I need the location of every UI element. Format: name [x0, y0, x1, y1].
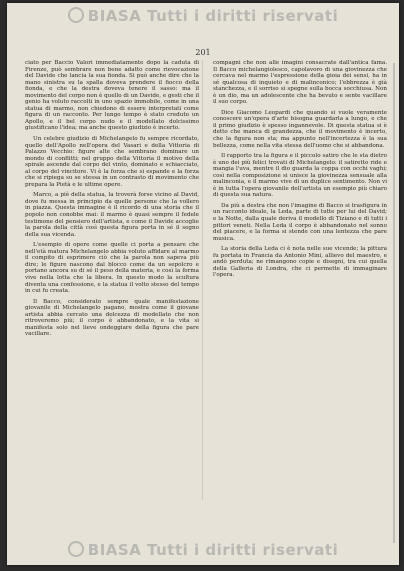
paragraph: Un celebre giudizio di Michelangelo fu sempre ricordato, quello dell'Apollo nell'opera del Vasari e della Vittoria di Palazzo Vecchio: figure alte che sembrano dominare un mondo di conflitti; nel gruppo della Vittoria il motivo della spirale ascende dal corpo del vinto, dominato e schiacciato, al corpo del vincitore. Vi è la forza che si espande e la forza che si ripiega su se stessa in un contrasto di movimento che prepara la Pietà e le ultime opere. [25, 136, 199, 188]
paragraph: compagni che non alle imagini consacrate dall'antica fama. Il Bacco michelangiolesco, capolavoro di una giovinezza che cercava nel marmo l'espressione della gioia dei sensi, ha in sé qualcosa di inquieto e di malinconico; l'ebbrezza è già stanchezza, e il sorriso si spegne sulla bocca socchiusa. Non è un dio, ma un adolescente che ha bevuto e sente vacillare il suo corpo. [213, 60, 387, 106]
watermark-top: BIASA Tutti i diritti riservati [7, 7, 399, 25]
paragraph: L'esempio di opere come quelle ci porta a pensare che nell'età matura Michelangelo abbia voluto affidare al marmo il compito di esprimere ciò che la parola non sapeva più dire; le figure nascono dal blocco come da un sepolcro e portano ancora su di sé il peso della materia, e così la forma vive nella lotta che la libera. In questo modo la scultura diventa una confessione, e la statua il volto stesso del tempo in cui fu creata. [25, 242, 199, 295]
paragraph: La storia della Leda ci è nota nelle sue vicende; la pittura fu portata in Francia da Antonio Mini, allievo del maestro, e andò perduta; ne rimangono copie e disegni, tra cui quella della Galleria di Londra, che ci permette di immaginare l'opera. [213, 246, 387, 279]
text-column-left [25, 60, 199, 338]
paragraph: Il Bacco, considerato sempre quale manifestazione giovanile di Michelangelo pagano, mostra come il giovane artista abbia cercato una dolcezza di modellato che non ritroveremo più; il corpo è abbandonato, e la vita si manifesta solo nel lieve ondeggiare della figura che pare vacillare. [25, 298, 199, 338]
page-number: 201 [195, 48, 211, 57]
seal-icon [68, 541, 84, 557]
paragraph: Il rapporto tra la figura e il piccolo satiro che le sta dietro è uno dei più felici trovati di Michelangelo: il satiretto ride e mangia l'uva, mentre il dio guarda la coppa con occhi vaghi; così nella composizione si unisce la giovinezza sensuale alla malinconia, e il marmo vive di un duplice sentimento. Non vi è in tutta l'opera giovanile dell'artista un esempio più chiaro di questa sua natura. [213, 153, 387, 199]
column-divider [202, 60, 203, 500]
paragraph: ciato per Baccio Valori immediatamente dopo la caduta di Firenze, può sembrare non bene adatto come rievocazione del Davide che lancia la sua fionda. Si può anche dire che la mano sinistra su la spalla doveva prendere il fiocco della fionda, e che la destra doveva tenere il sasso: ma il movimento del corpo non è quello di un Davide, e gesti che il genio ha voluto raccolti in uno spazio immobile, come in una statua di marmo, non chiedono di essere interpretati come figura di un racconto. Per lungo tempo è stato creduto un Apollo, e il bel corpo nudo e il modellato dolcissimo giustificano l'idea; ma anche questo giudizio è incerto. [25, 60, 199, 132]
paragraph: Dice Giacomo Leopardi che quando si vuole veramente conoscere un'opera d'arte bisogna guardarla a lungo, e che il primo giudizio è spesso ingannevole. Di questa statua si è detto che manca di grandezza, che il movimento è incerto, che la figura non sta; ma appunto nell'incertezza è la sua bellezza, come nella vita stessa dell'uomo che si abbandona. [213, 109, 387, 149]
text-column-right [213, 60, 387, 279]
seal-icon [68, 7, 84, 23]
paragraph: Da più a destra che non l'imagine di Bacco si trasfigura in un racconto ideale, la Leda, parte di tutte per lui del David; e la Notte, dalla quale deriva il modello di Tiziano e di tutti i pittori veneti. Nella Leda il corpo è abbandonato nel sonno del piacere, e la forma si stende con una lentezza che pare musica. [213, 202, 387, 242]
paragraph: Marco, a piè della statua, la troverà forse vicino al David, dove fu messa in principio da quelle persone che la vollero in piazza. Questa immagine è il ricordo di una storia che il popolo non conobbe mai: il marmo è quasi sempre il fedele testimone del pensiero dell'artista, e come il Davide accoglie la parola della città così questa figura porta in sé il segno della sua vicenda. [25, 192, 199, 238]
document-page [7, 3, 399, 565]
watermark-bottom: BIASA Tutti i diritti riservati [7, 541, 399, 559]
page-edge-shadow [393, 63, 395, 543]
